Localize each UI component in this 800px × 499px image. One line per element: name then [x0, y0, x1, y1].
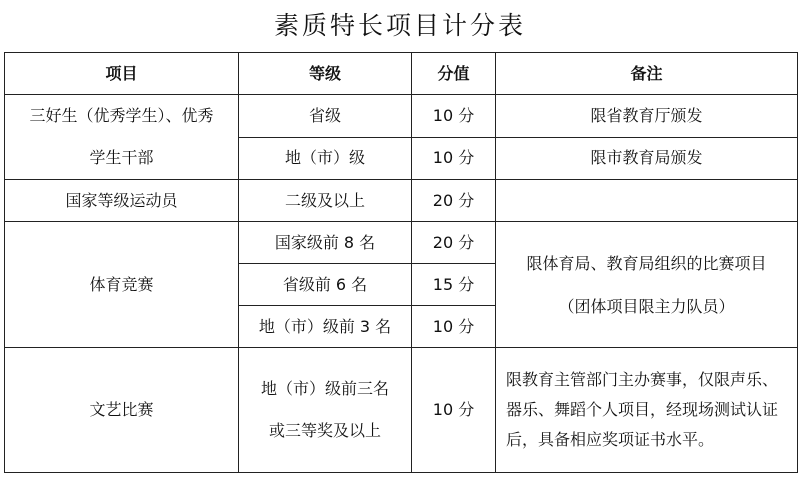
column-header-score: 分值: [412, 53, 496, 95]
note-line-1: 限体育局、教育局组织的比赛项目: [526, 253, 767, 273]
cell-level: 地（市）级: [239, 137, 412, 180]
level-line-2: 或三等奖及以上: [268, 421, 381, 440]
cell-score: 10 分: [412, 306, 496, 348]
item-line-2: 学生干部: [89, 148, 154, 167]
cell-score: 10 分: [412, 348, 496, 473]
cell-score: 20 分: [412, 222, 496, 264]
table-row: [5, 348, 798, 473]
cell-note-arts: 限教育主管部门主办赛事，仅限声乐、器乐、舞蹈个人项目，经现场测试认证后，具备相应奖项证书水平。: [496, 348, 798, 473]
note-line-2: （团体项目限主力队员）: [558, 296, 735, 316]
cell-score: 10 分: [412, 95, 496, 138]
column-header-item: 项目: [5, 53, 239, 95]
page-title: 素质特长项目计分表: [273, 11, 526, 40]
score-table: [4, 52, 798, 473]
cell-level: 地（市）级前 3 名: [239, 306, 412, 348]
cell-level: 省级: [239, 95, 412, 138]
cell-item-national-athlete: 国家等级运动员: [5, 180, 239, 222]
table-row: [5, 95, 798, 138]
table-row: [5, 222, 798, 264]
cell-note: [496, 180, 798, 222]
cell-score: 10 分: [412, 137, 496, 180]
cell-score: 15 分: [412, 264, 496, 306]
cell-note: 限市教育局颁发: [496, 137, 798, 180]
table-header-row: [5, 53, 798, 95]
column-header-note: 备注: [496, 53, 798, 95]
cell-item-sports: 体育竞赛: [5, 222, 239, 348]
column-header-level: 等级: [239, 53, 412, 95]
cell-level: 二级及以上: [239, 180, 412, 222]
cell-item-arts: 文艺比赛: [5, 348, 239, 473]
cell-note-sports: [496, 222, 798, 348]
item-line-1: 三好生（优秀学生）、优秀: [29, 106, 214, 125]
cell-level-arts: [239, 348, 412, 473]
table-row: [5, 180, 798, 222]
cell-level: 国家级前 8 名: [239, 222, 412, 264]
cell-level: 省级前 6 名: [239, 264, 412, 306]
cell-item-merit-student: [5, 95, 239, 180]
cell-note: 限省教育厅颁发: [496, 95, 798, 138]
cell-score: 20 分: [412, 180, 496, 222]
level-line-1: 地（市）级前三名: [260, 379, 389, 398]
